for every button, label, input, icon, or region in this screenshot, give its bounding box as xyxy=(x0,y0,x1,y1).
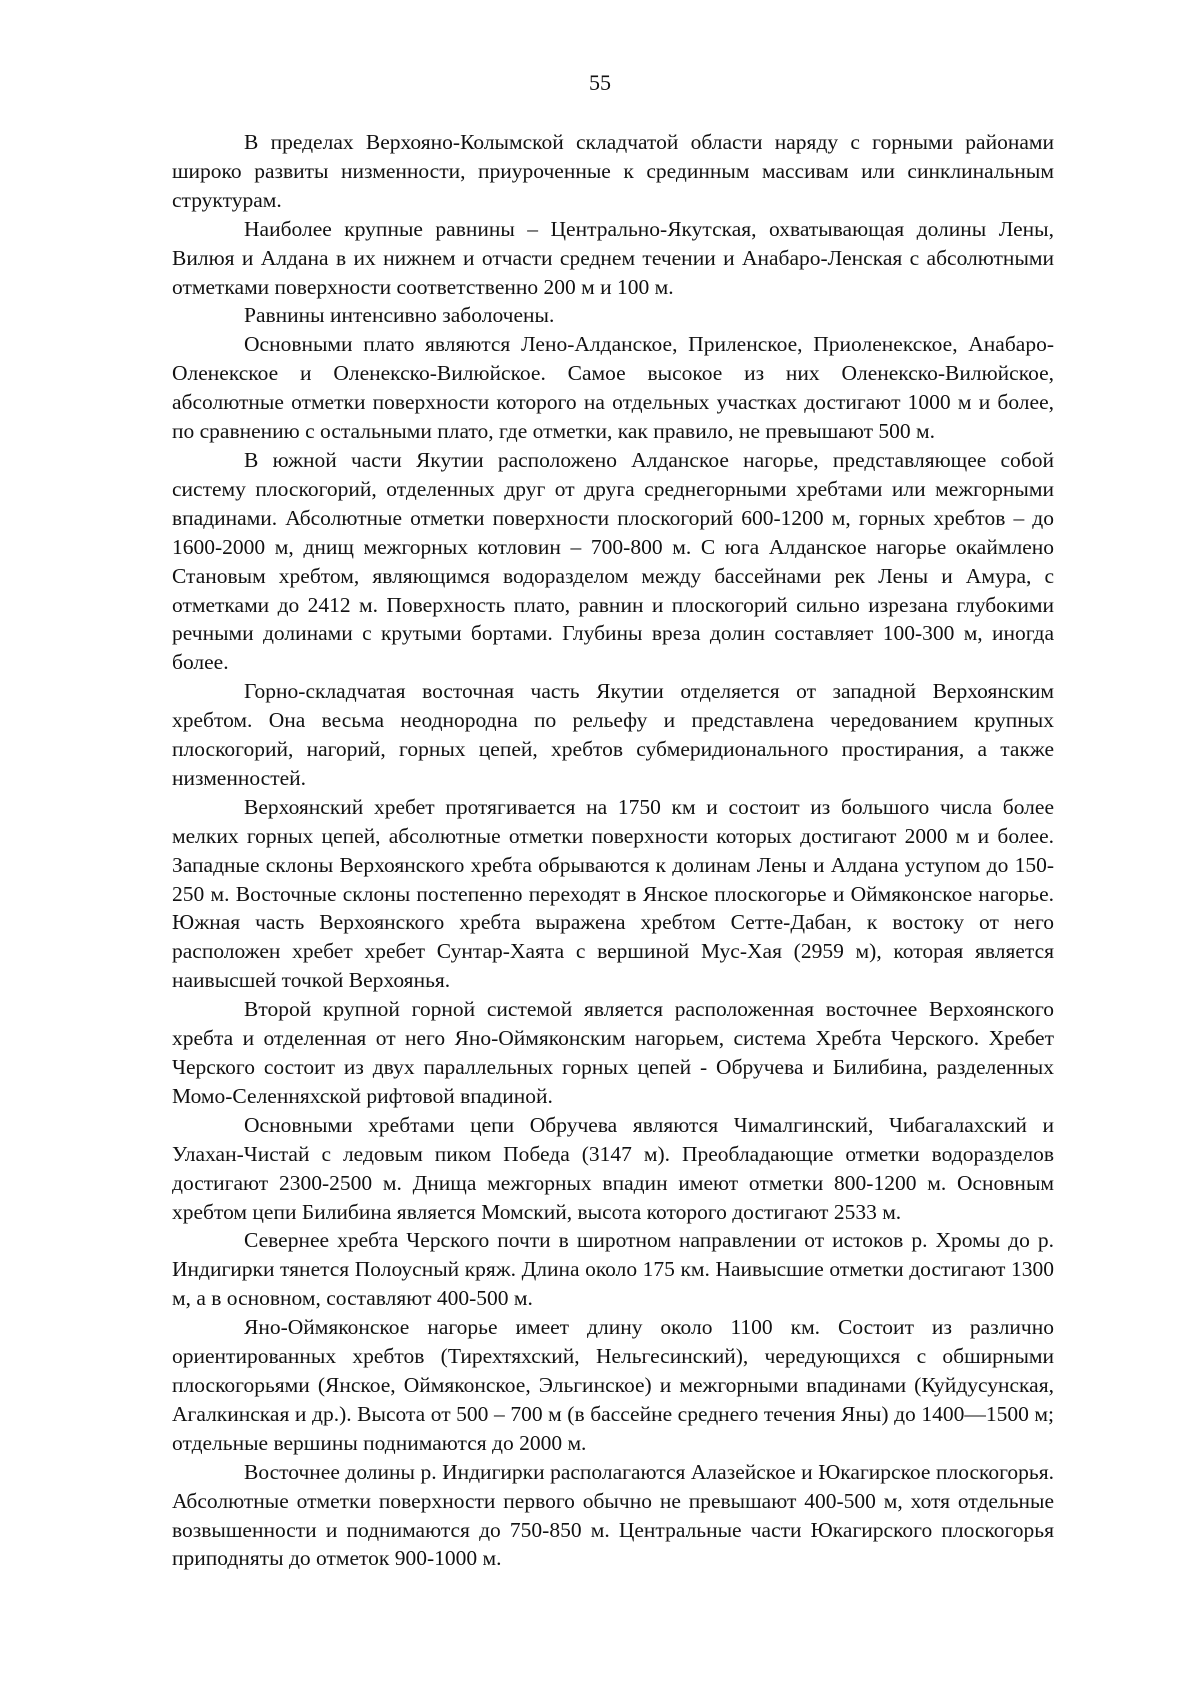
paragraph: Верхоянский хребет протягивается на 1750 км и состоит из большого числа более мелких горных цепей, абсолютные отметки поверхности которых достигают 2000 м и более. Западные склоны Верхоянского хребта обрываются к долинам Лены и Алдана уступом до 150-250 м. Восточные склоны постепенно переходят в Янское плоскогорье и Оймяконское нагорье. Южная часть Верхоянского хребта выражена хребтом Сетте-Дабан, к востоку от него расположен хребет хребет Сунтар-Хаята с вершиной Мус-Хая (2959 м), которая является наивысшей точкой Верхоянья. xyxy=(172,794,1054,993)
paragraph: Севернее хребта Черского почти в широтном направлении от истоков р. Хромы до р. Индигирки тянется Полоусный кряж. Длина около 175 км. Наивысшие отметки достигают 1300 м, а в основном, составляют 400-500 м. xyxy=(172,1228,1054,1311)
paragraph: Равнины интенсивно заболочены. xyxy=(244,303,555,328)
paragraph: В южной части Якутии расположено Алданское нагорье, представляющее собой систему плоскогорий, отделенных друг от друга среднегорными хребтами или межгорными впадинами. Абсолютные отметки поверхности плоскогорий 600-1200 м, горных хребтов – до 1600-2000 м, днищ межгорных котловин – 700-800 м. С юга Алданское нагорье окаймлено Становым хребтом, являющимся водоразделом между бассейнами рек Лены и Амура, с отметками до 2412 м. Поверхность плато, равнин и плоскогорий сильно изрезана глубокими речными долинами с крутыми бортами. Глубины вреза долин составляет 100-300 м, иногда более. xyxy=(172,447,1054,675)
page-number: 55 xyxy=(589,70,611,95)
paragraph: Второй крупной горной системой является расположенная восточнее Верхоянского хребта и отделенная от него Яно-Оймяконским нагорьем, система Хребта Черского. Хребет Черского состоит из двух параллельных горных цепей - Обручева и Билибина, разделенных Момо-Селенняхской рифтовой впадиной. xyxy=(172,997,1054,1108)
paragraph: Яно-Оймяконское нагорье имеет длину около 1100 км. Состоит из различно ориентированных хребтов (Тирехтяхский, Нельгесинский), чередующихся с обширными плоскогорьями (Янское, Оймяконское, Эльгинское) и межгорными впадинами (Куйдусунская, Агалкинская и др.). Высота от 500 – 700 м (в бассейне среднего течения Яны) до 1400—1500 м; отдельные вершины поднимаются до 2000 м. xyxy=(172,1315,1054,1455)
paragraph: Основными хребтами цепи Обручева являются Чималгинский, Чибагалахский и Улахан-Чистай с ледовым пиком Победа (3147 м). Преобладающие отметки водоразделов достигают 2300-2500 м. Днища межгорных впадин имеют отметки 800-1200 м. Основным хребтом цепи Билибина является Момский, высота которого достигают 2533 м. xyxy=(172,1112,1054,1224)
paragraph: Основными плато являются Лено-Алданское, Приленское, Приоленекское, Анабаро-Оленекское и Оленекско-Вилюйское. Самое высокое из них Оленекско-Вилюйское, абсолютные отметки поверхности которого на отдельных участках достигают 1000 м и более, по сравнению с остальными плато, где отметки, как правило, не превышают 500 м. xyxy=(172,332,1054,444)
document-body xyxy=(172,128,1054,1573)
paragraph: Горно-складчатая восточная часть Якутии отделяется от западной Верхоянским хребтом. Она весьма неоднородна по рельефу и представлена чередованием крупных плоскогорий, нагорий, горных цепей, хребтов субмеридионального простирания, а также низменностей. xyxy=(172,679,1054,790)
paragraph: В пределах Верхояно-Колымской складчатой области наряду с горными районами широко развиты низменности, приуроченные к срединным массивам или синклинальным структурам. xyxy=(172,130,1054,212)
paragraph: Восточнее долины р. Индигирки располагаются Алазейское и Юкагирское плоскогорья. Абсолютные отметки поверхности первого обычно не превышают 400-500 м, хотя отдельные возвышенности и поднимаются до 750-850 м. Центральные части Юкагирского плоскогорья приподняты до отметок 900-1000 м. xyxy=(172,1459,1054,1571)
paragraph: Наиболее крупные равнины – Центрально-Якутская, охватывающая долины Лены, Вилюя и Алдана в их нижнем и отчасти среднем течении и Анабаро-Ленская с абсолютными отметками поверхности соответственно 200 м и 100 м. xyxy=(172,216,1054,299)
